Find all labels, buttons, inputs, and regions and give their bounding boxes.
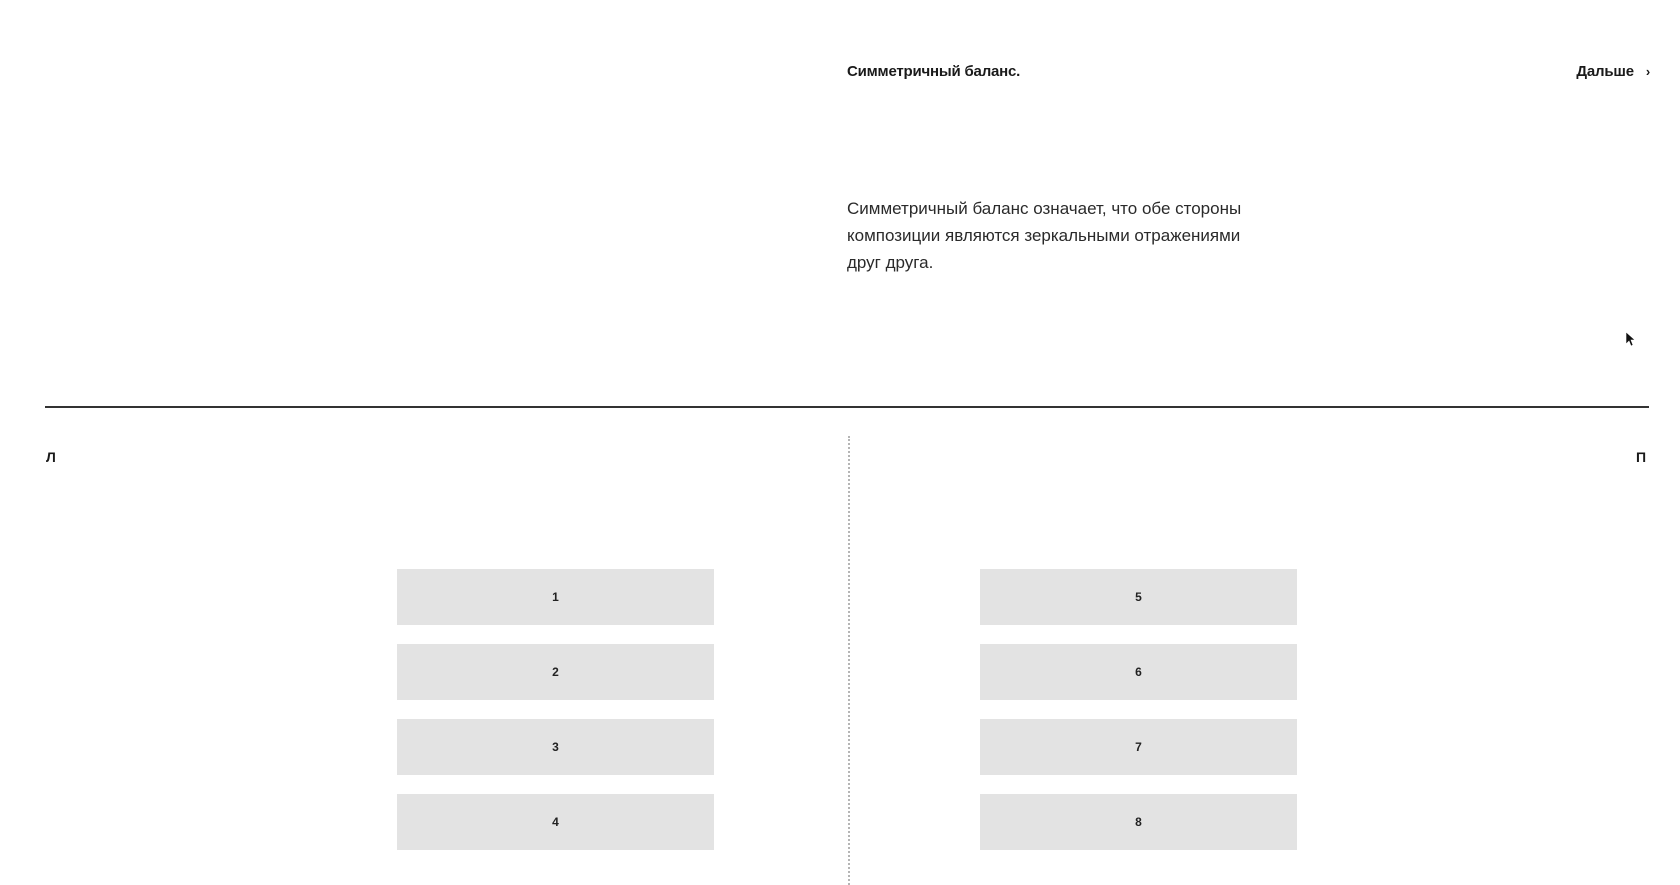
next-link-label: Дальше — [1576, 63, 1634, 80]
block-3[interactable]: 3 — [397, 719, 714, 775]
block-4[interactable]: 4 — [397, 794, 714, 850]
chevron-right-icon: › — [1645, 64, 1650, 79]
block-2[interactable]: 2 — [397, 644, 714, 700]
page-title: Симметричный баланс. — [847, 63, 1021, 80]
mouse-pointer-icon — [1626, 332, 1636, 348]
right-block-column — [980, 569, 1297, 850]
block-1[interactable]: 1 — [397, 569, 714, 625]
left-side-label: Л — [46, 449, 56, 465]
description-text: Симметричный баланс означает, что обе стороны композиции являются зеркальными отражениями друг друга. — [847, 199, 1242, 272]
block-6[interactable]: 6 — [980, 644, 1297, 700]
block-8[interactable]: 8 — [980, 794, 1297, 850]
block-5[interactable]: 5 — [980, 569, 1297, 625]
right-side-label: П — [1636, 449, 1647, 465]
next-link[interactable] — [1576, 62, 1650, 82]
left-block-column — [397, 569, 714, 850]
block-7[interactable]: 7 — [980, 719, 1297, 775]
center-symmetry-axis — [848, 436, 850, 885]
horizontal-divider — [45, 406, 1649, 408]
